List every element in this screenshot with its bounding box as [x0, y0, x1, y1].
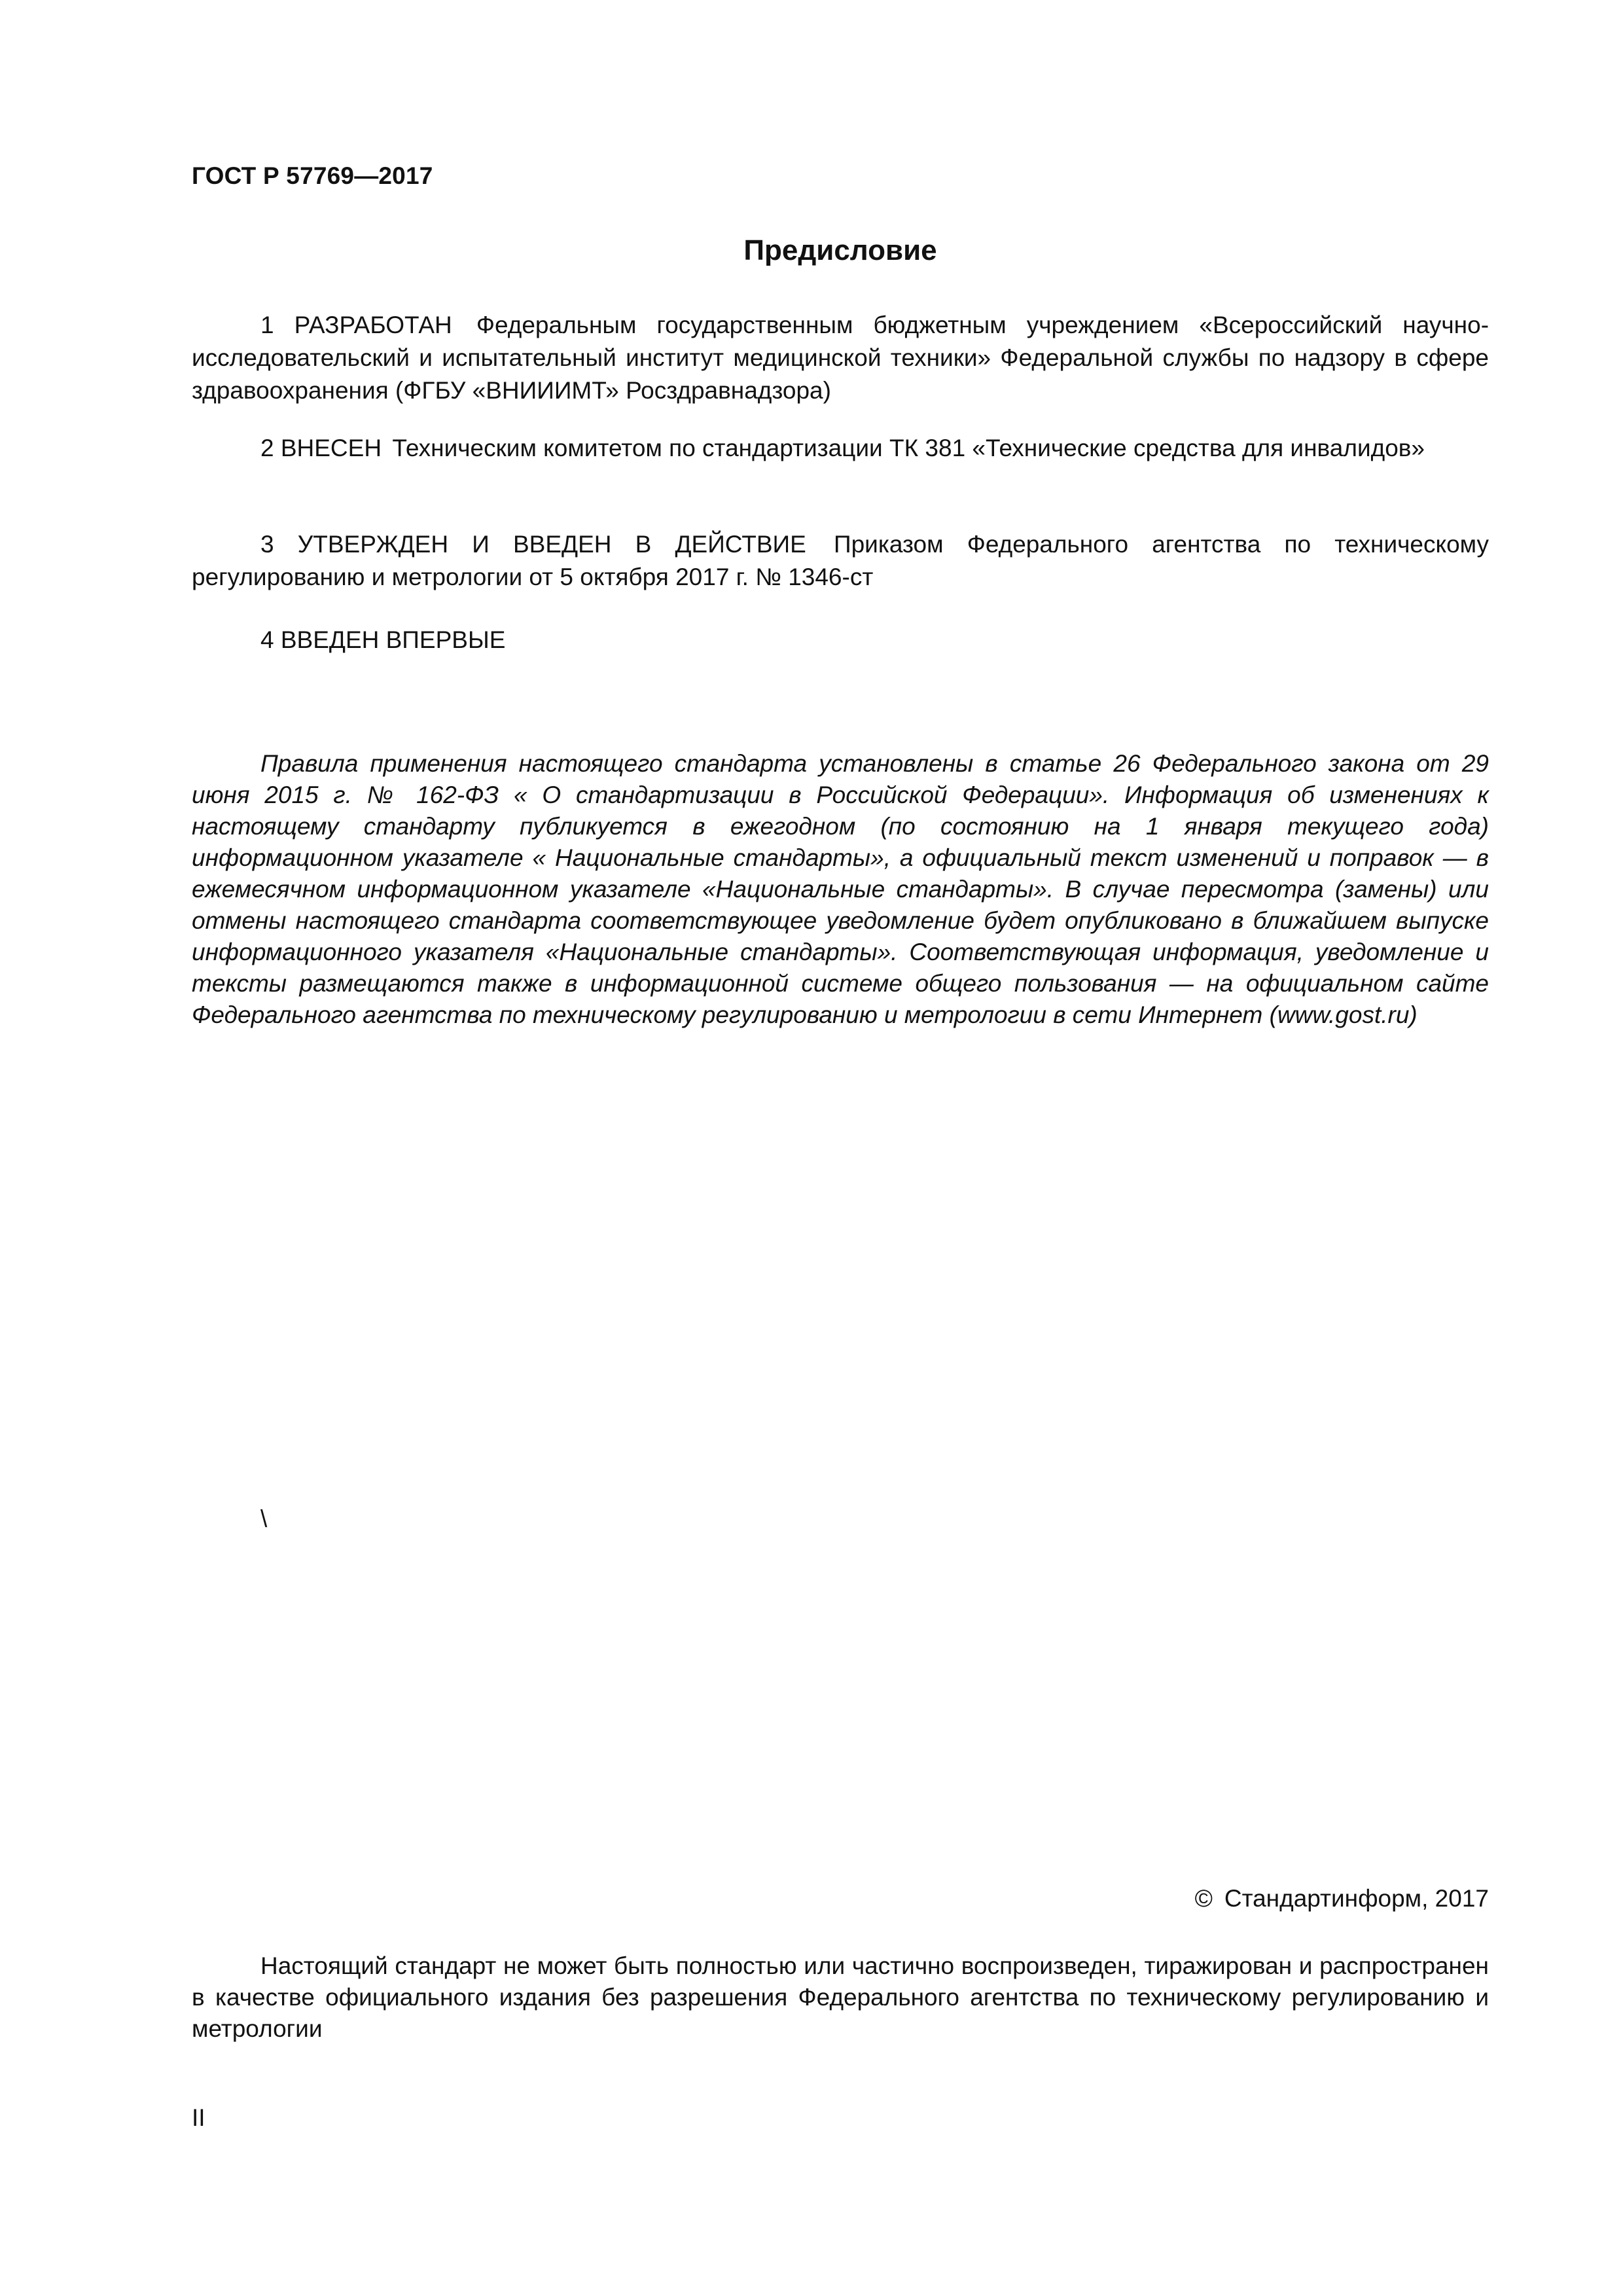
foreword-item-1 [192, 309, 1489, 407]
item-lead: РАЗРАБОТАН [294, 312, 452, 338]
copyright-text: Стандартинформ, 2017 [1224, 1885, 1489, 1912]
copyright-icon: © [1194, 1885, 1213, 1912]
reproduction-notice: Настоящий стандарт не может быть полностью или частично воспроизведен, тиражирован и распространен в качестве официального издания без разрешения Федерального агентства по техническому регулированию и метрологии [192, 1952, 1489, 2042]
item-lead: ВНЕСЕН [280, 435, 382, 461]
copyright-line [1195, 1885, 1489, 1912]
item-number: 2 [260, 435, 274, 461]
application-rules-paragraph: Правила применения настоящего стандарта установлены в статье 26 Федерального закона от 29 июня 2015 г. № 162-ФЗ « О стандартизации в Российской Федерации». Информация об изменениях к настоящему стандарту публикуется в ежегодном (по состоянию на 1 января текущего года) информационном указателе « Национальные стандарты», а официальный текст изменений и поправок — в ежемесячном информационном указателе «Национальные стандарты». В случае пересмотра (замены) или отмены настоящего стандарта соответствующее уведомление будет опубликовано в ближайшем выпуске информационного указателя «Национальные стандарты». Соответствующая информация, уведомление и тексты размещаются также в информационной системе общего пользования — на официальном сайте Федерального агентства по техническому регулированию и метрологии в сети Интернет (www.gost.ru) [192, 750, 1489, 1028]
item-text: Техническим комитетом по стандартизации ТК 381 «Технические средства для инвалидов» [392, 435, 1425, 461]
item-lead: ВВЕДЕН ВПЕРВЫЕ [280, 626, 506, 653]
page-number: II [192, 2104, 205, 2131]
foreword-item-4 [192, 624, 1489, 656]
item-lead: УТВЕРЖДЕН И ВВЕДЕН В ДЕЙСТВИЕ [297, 531, 806, 558]
item-number: 1 [260, 312, 274, 338]
foreword-item-2 [192, 432, 1489, 465]
foreword-item-3 [192, 528, 1489, 594]
document-code: ГОСТ Р 57769—2017 [192, 162, 433, 189]
item-text: Федеральным государственным бюджетным учреждением «Всероссийский научно-исследовательский и испытательный институт медицинской техники» Федеральной службы по надзору в сфере здравоохранения (ФГБУ «ВНИИИМТ» Росздравнадзора) [192, 312, 1489, 404]
stray-backslash-mark: \ [260, 1505, 268, 1532]
item-text: Приказом Федерального агентства по техническому регулированию и метрологии от 5 октября 2017 г. № 1346-ст [192, 531, 1489, 590]
item-number: 4 [260, 626, 274, 653]
page-title: Предисловие [743, 234, 937, 266]
item-number: 3 [260, 531, 274, 558]
